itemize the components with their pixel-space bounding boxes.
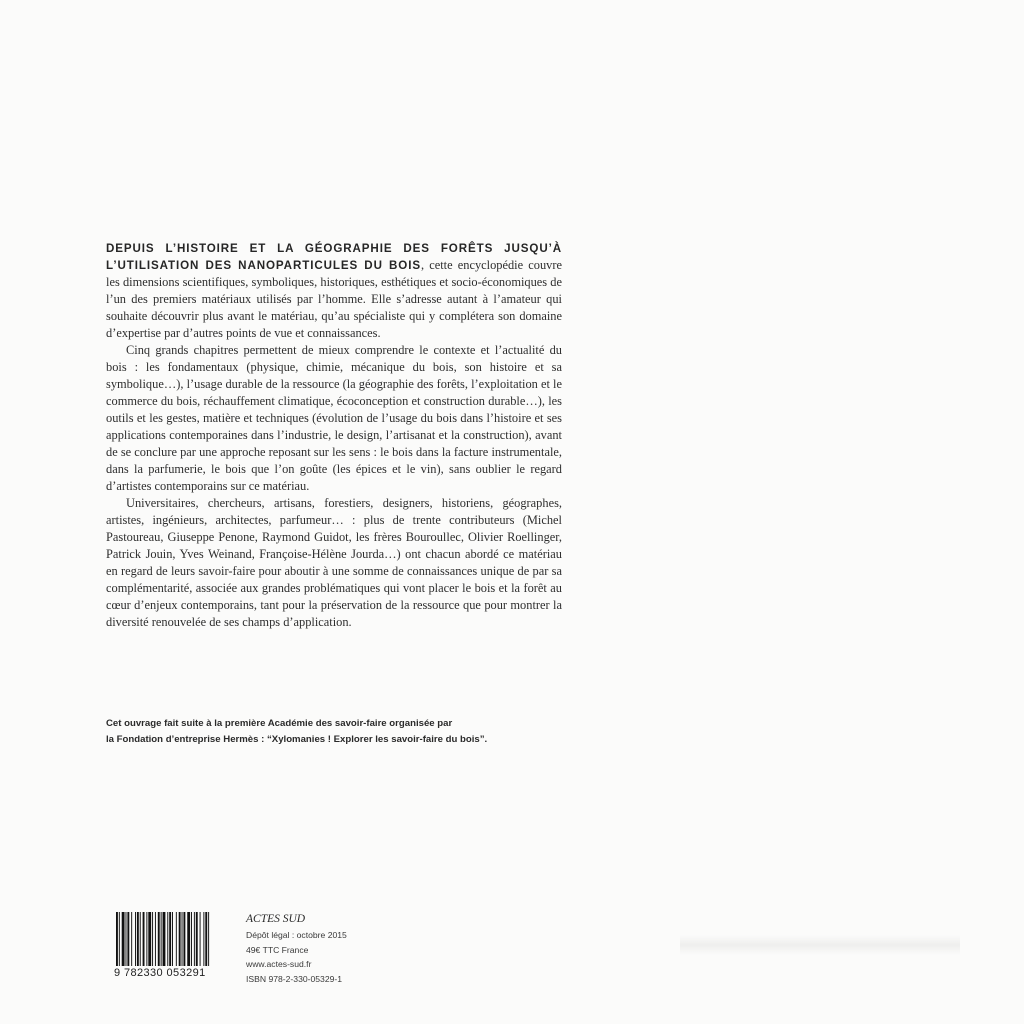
- description-text: [106, 240, 562, 631]
- barcode-bars: [114, 912, 238, 968]
- barcode-bar: [155, 912, 156, 966]
- price: 49€ TTC France: [246, 944, 309, 955]
- barcode-bar: [161, 912, 162, 966]
- website: www.actes-sud.fr: [246, 959, 312, 969]
- barcode-bar: [196, 912, 198, 966]
- barcode-bar: [148, 912, 151, 966]
- barcode-bar: [187, 912, 190, 966]
- note-line-1: Cet ouvrage fait suite à la première Académie des savoir-faire organisée par: [106, 718, 453, 729]
- barcode-bar: [194, 912, 195, 966]
- publisher-name: ACTES SUD: [246, 913, 306, 925]
- barcode-bar: [158, 912, 160, 966]
- barcode-bar: [143, 912, 145, 966]
- paragraph-contributors: Universitaires, chercheurs, artisans, forestiers, designers, historiens, géographes, artistes, ingénieurs, architectes, parfumeur… : plus de trente contributeurs (Michel Pastoureau, Giuseppe Penone, Raymond Guidot, les frères Bouroullec, Olivier Roellinger, Patrick Jouin, Yves Weinand, Françoise-Hélène Jourda…) ont chacun abordé ce matériau en regard de leurs savoir-faire pour aboutir à une somme de connaissances unique de par sa complémentarité, associée aux grandes problématiques qui vont placer le bois et la forêt au cœur d’enjeux contemporains, tant pour la préservation de la ressource que pour montrer la diversité renouvelée de ses champs d’application.: [106, 496, 562, 629]
- barcode-bar: [183, 912, 185, 966]
- barcode-bar: [116, 912, 118, 966]
- barcode-bar: [146, 912, 147, 966]
- paragraph-chapters: Cinq grands chapitres permettent de mieux comprendre le contexte et l’actualité du bois : les fondamentaux (physique, chimie, mécanique du bois, son histoire et sa symbolique…), l’usage durable de la ressource (la géographie des forêts, l’exploitation et le commerce du bois, réchauffement climatique, écoconception et construction durable…), les outils et les gestes, matière et techniques (évolution de l’usage du bois dans l’histoire et ses applications contemporaines dans l’industrie, le design, l’artisanat et la construction), avant de se conclure par une approche reposant sur les sens : le bois dans la facture instrumentale, dans la parfumerie, le bois que l’on goûte (les épices et le vin), sans oublier le regard d’artistes contemporains sur ce matériau.: [106, 343, 562, 493]
- barcode-bar: [126, 912, 127, 966]
- barcode-bar: [176, 912, 177, 966]
- barcode-bar: [131, 912, 132, 966]
- intro-rest: , cette encyclopédie couvre les dimensions scientifiques, symboliques, historiques, esthétiques et socio-économiques de l’un des premiers matériaux utilisés par l’homme. Elle s’adresse autant à l’amateur qui souhaite découvrir plus avant le matériau, qu’au spécialiste qui y complétera son domaine d’expertise par d’autres points de vue et connaissances.: [106, 258, 562, 340]
- barcode-bar: [203, 912, 204, 966]
- barcode-bar: [127, 912, 129, 966]
- isbn: ISBN 978-2-330-05329-1: [246, 973, 343, 984]
- barcode-bar: [205, 912, 207, 966]
- barcode-bar: [137, 912, 139, 966]
- barcode-digits: 9 782330 053291: [114, 967, 206, 979]
- barcode-bar: [119, 912, 120, 966]
- barcode-bar: [167, 912, 168, 966]
- barcode-bar: [179, 912, 181, 966]
- paragraph-intro: [106, 240, 562, 342]
- barcode-bar: [208, 912, 209, 966]
- barcode-bar: [182, 912, 183, 966]
- barcode-bar: [140, 912, 141, 966]
- barcode-bar: [191, 912, 192, 966]
- lead-caps: DEPUIS L’HISTOIRE ET LA GÉOGRAPHIE DES FORÊTS JUSQU’À L’UTILISATION DES NANOPARTICULES DU BOIS: [106, 242, 562, 272]
- barcode-bar: [163, 912, 166, 966]
- barcode-bar: [135, 912, 136, 966]
- publisher-info: [246, 912, 426, 986]
- page-shadow: [680, 935, 960, 955]
- barcode-bar: [172, 912, 173, 966]
- barcode-bar: [200, 912, 201, 966]
- foundation-note: [106, 716, 566, 747]
- barcode-bar: [122, 912, 125, 966]
- note-line-2: la Fondation d’entreprise Hermès : “Xylomanies ! Explorer les savoir-faire du bois”.: [106, 733, 488, 745]
- barcode-bar: [169, 912, 171, 966]
- barcode-bar: [152, 912, 153, 966]
- legal-deposit: Dépôt légal : octobre 2015: [246, 930, 347, 940]
